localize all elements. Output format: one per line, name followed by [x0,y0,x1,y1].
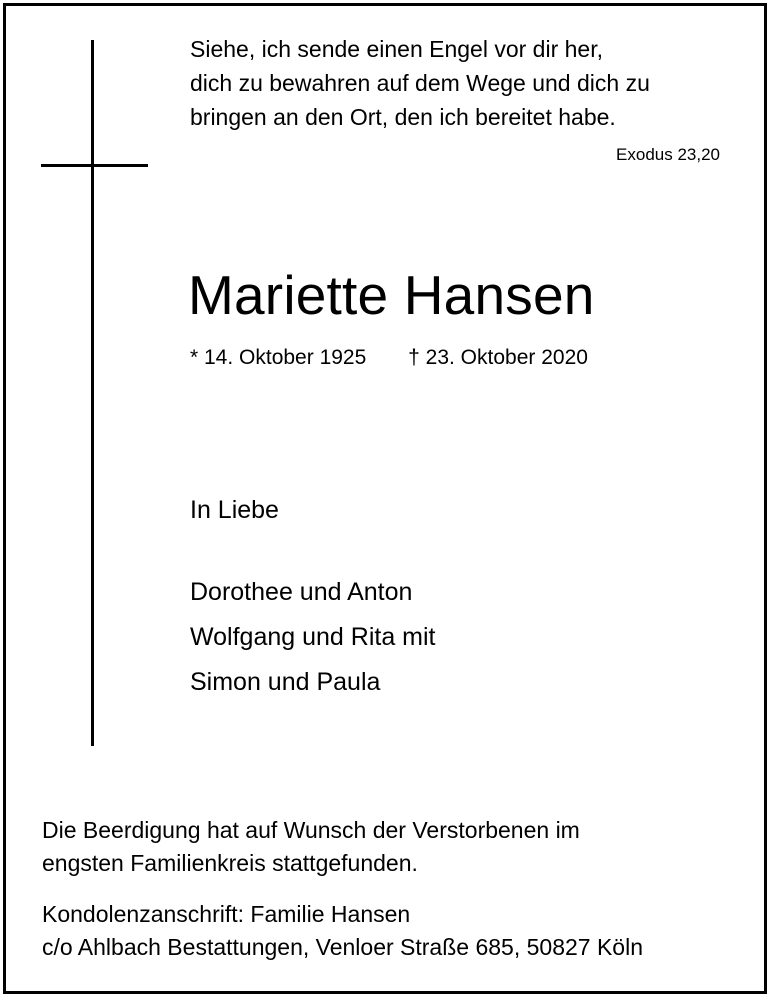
funeral-note [42,814,742,880]
verse-line: dich zu bewahren auf dem Wege und dich zu [190,70,650,96]
condolence-address [42,898,752,964]
deceased-name: Mariette Hansen [188,264,595,326]
address-line: c/o Ahlbach Bestattungen, Venloer Straße 685, 50827 Köln [42,934,643,960]
closing-phrase: In Liebe [190,496,279,524]
mourner-entry: Wolfgang und Rita mit [190,623,436,651]
cross-icon-horizontal-bar [41,164,148,167]
mourners-list [190,570,436,705]
mourner-entry: Simon und Paula [190,668,381,696]
life-dates [190,343,588,373]
funeral-note-line: engsten Familienkreis stattgefunden. [42,850,418,876]
mourner-entry: Dorothee und Anton [190,578,413,606]
birth-date: * 14. Oktober 1925 [190,346,367,369]
funeral-note-line: Die Beerdigung hat auf Wunsch der Verstorbenen im [42,817,580,843]
bible-verse [190,32,760,134]
death-date: † 23. Oktober 2020 [408,346,588,369]
verse-reference: Exodus 23,20 [616,145,720,164]
address-line: Kondolenzanschrift: Familie Hansen [42,901,411,927]
cross-icon-vertical-bar [91,40,94,746]
verse-line: bringen an den Ort, den ich bereitet habe. [190,104,616,130]
verse-line: Siehe, ich sende einen Engel vor dir her, [190,36,603,62]
